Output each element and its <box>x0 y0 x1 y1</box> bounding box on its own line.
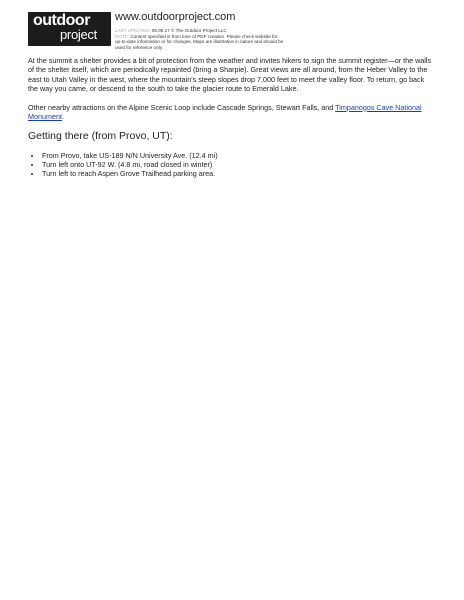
nearby-text: Other nearby attractions on the Alpine Scenic Loop include Cascade Springs, Stewart Falls, and <box>28 102 336 112</box>
nearby-text-end: . <box>61 112 64 122</box>
note-text: Content specified is from time of PDF creation. Please check website for up-to-date information or for changes. Maps are illustrative in nature and should be used for reference only. <box>115 33 284 50</box>
logo-text-project: project <box>60 27 97 42</box>
nearby-attractions-paragraph <box>28 103 436 122</box>
page-header <box>28 12 438 48</box>
timpanogos-cave-link[interactable]: Timpanogos Cave National Monument <box>28 102 422 122</box>
logo-text-outdoor: outdoor <box>33 12 90 29</box>
main-content <box>28 56 436 179</box>
last-updated-label: LAST UPDATED: <box>115 28 151 33</box>
site-url[interactable]: www.outdoorproject.com <box>115 11 236 23</box>
direction-item: • From Provo, take US-189 N/N University Ave. (12.4 mi) <box>42 152 436 161</box>
directions-list <box>28 152 436 178</box>
last-updated-value: 06.09.17 © The Outdoor Project LLC <box>151 28 227 33</box>
summit-paragraph: At the summit a shelter provides a bit of protection from the weather and invites hikers to sign the summit register—or the walls of the shelter itself, which are periodically repainted (bring a Sharpie). Great views are all around, from the Heber Valley to the east to Utah Valley in the west, where the mountain's steep slopes drop 7,000 feet to meet the valley floor. To return, go back the way you came, or descend to the south to take the glacier route to Emerald Lake. <box>28 56 432 94</box>
direction-item: • Turn left onto UT-92 W. (4.8 mi, road closed in winter) <box>42 161 436 170</box>
outdoor-project-logo[interactable] <box>28 12 111 46</box>
pdf-metadata <box>115 28 285 50</box>
direction-item: • Turn left to reach Aspen Grove Trailhead parking area. <box>42 170 436 179</box>
note-label: NOTE: <box>115 33 130 39</box>
getting-there-heading: Getting there (from Provo, UT): <box>28 130 173 143</box>
